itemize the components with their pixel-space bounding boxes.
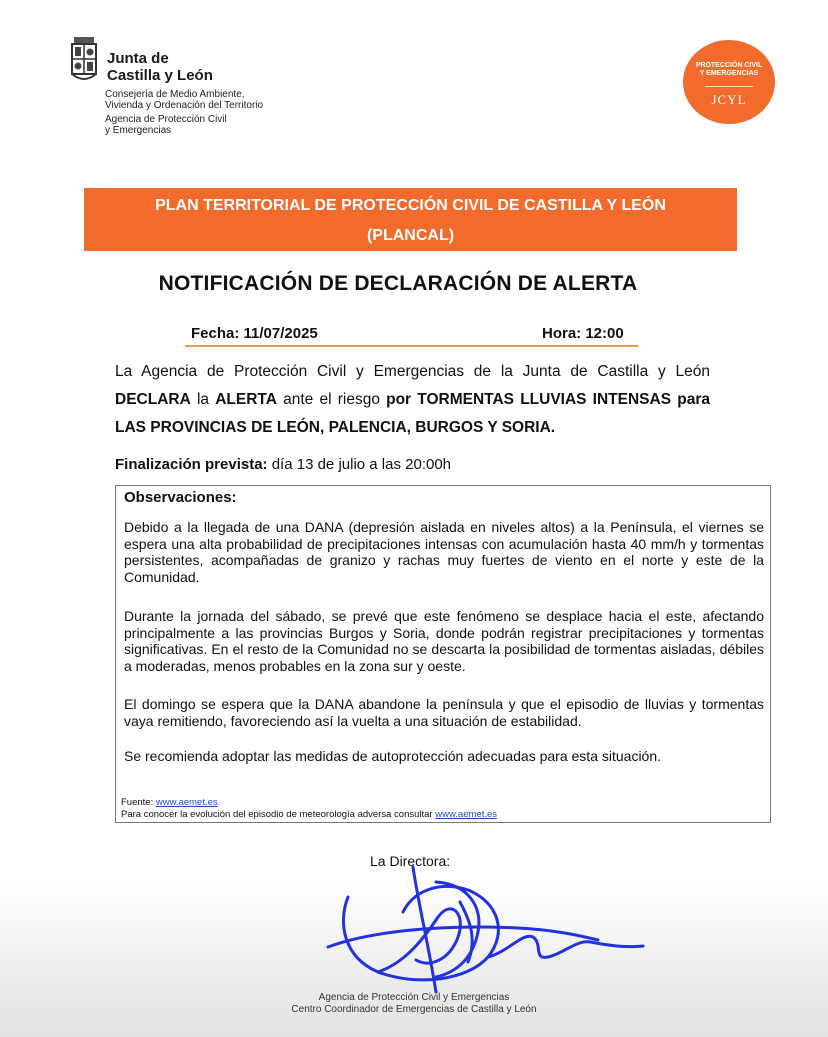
consult-link[interactable]: www.aemet.es (435, 809, 498, 820)
badge-line-2: Y EMERGENCIAS (699, 70, 759, 77)
observations-title: Observaciones: (124, 489, 237, 506)
observations-paragraph-3: El domingo se espera que la DANA abandone la península y que el episodio de lluvias y tormentas vaya remitiendo, favoreciendo así la vuelta a una situación de estabilidad. (124, 696, 764, 729)
coat-of-arms-icon (68, 36, 100, 84)
intro-declara: DECLARA (115, 391, 191, 408)
department-name (105, 89, 263, 111)
director-label: La Directora: (370, 853, 451, 869)
banner-line-2: (PLANCAL) (366, 227, 455, 244)
dept-line-1: Consejería de Medio Ambiente, (105, 89, 245, 100)
signature-footer (0, 992, 828, 1016)
banner-line-1: PLAN TERRITORIAL DE PROTECCIÓN CIVIL DE CASTILLA Y LEÓN (155, 197, 666, 214)
org-name-line-1: Junta de (107, 50, 169, 67)
agency-name (105, 114, 227, 136)
date-time-line (185, 323, 638, 347)
org-name (107, 50, 213, 84)
observations-paragraph-4: Se recomienda adoptar las medidas de autoprotección adecuadas para esta situación. (124, 748, 662, 764)
footer-line-1: Agencia de Protección Civil y Emergencias (318, 992, 510, 1003)
alert-declaration (115, 358, 710, 442)
source-link[interactable]: www.aemet.es (155, 797, 218, 808)
intro-riesgo: por TORMENTAS LLUVIAS INTENSAS para LAS PROVINCIAS DE LEÓN, PALENCIA, BURGOS Y SORIA. (115, 391, 710, 436)
source-label: Fuente: (121, 797, 156, 808)
civil-protection-badge (683, 40, 775, 124)
source-line (121, 797, 218, 808)
intro-text-2: la (190, 391, 216, 408)
expected-end (115, 456, 451, 473)
dept-line-2: Vivienda y Ordenación del Territorio (105, 100, 264, 111)
observations-paragraph-2: Durante la jornada del sábado, se prevé que este fenómeno se desplace hacia el este, afectando principalmente a las provincias Burgos y Soria, donde podrán registrar precipitaciones y tormentas significativas. En el resto de la Comunidad no se descarta la posibilidad de tormentas aisladas, débiles a moderadas, menos probables en la zona sur y oeste. (124, 608, 764, 674)
consult-text: Para conocer la evolución del episodio de meteorología adversa consultar (121, 809, 436, 820)
intro-alerta: ALERTA (215, 391, 277, 408)
intro-text-1: La Agencia de Protección Civil y Emergencias de la Junta de Castilla y León (115, 363, 710, 380)
org-name-line-2: Castilla y León (107, 67, 213, 84)
expected-end-value: día 13 de julio a las 20:00h (267, 456, 452, 473)
hora-value: Hora: 12:00 (542, 325, 624, 342)
agency-line-2: y Emergencias (105, 125, 172, 136)
expected-end-label: Finalización prevista: (115, 456, 268, 473)
observations-paragraph-1: Debido a la llegada de una DANA (depresión aislada en niveles altos) a la Península, el viernes se espera una alta probabilidad de precipitaciones intensas con acumulación hasta 40 mm/h y tormentas persistentes, acompañadas de granizo y rachas muy fuertes de viento en el norte y este de la Comunidad. (124, 519, 764, 585)
intro-text-3: ante el riesgo (276, 391, 387, 408)
document-title: NOTIFICACIÓN DE DECLARACIÓN DE ALERTA (158, 272, 638, 295)
plan-banner (84, 188, 737, 251)
fecha-value: Fecha: 11/07/2025 (191, 325, 318, 342)
badge-line-1: PROTECCIÓN CIVIL (695, 62, 763, 69)
badge-text (683, 62, 775, 78)
observations-box (115, 485, 771, 823)
footer-line-2: Centro Coordinador de Emergencias de Castilla y León (291, 1004, 537, 1015)
agency-line-1: Agencia de Protección Civil (105, 114, 227, 125)
consult-line (121, 809, 497, 820)
badge-jcyl: JCYL (711, 92, 747, 107)
handwritten-signature (318, 862, 678, 1002)
badge-divider (705, 86, 753, 87)
